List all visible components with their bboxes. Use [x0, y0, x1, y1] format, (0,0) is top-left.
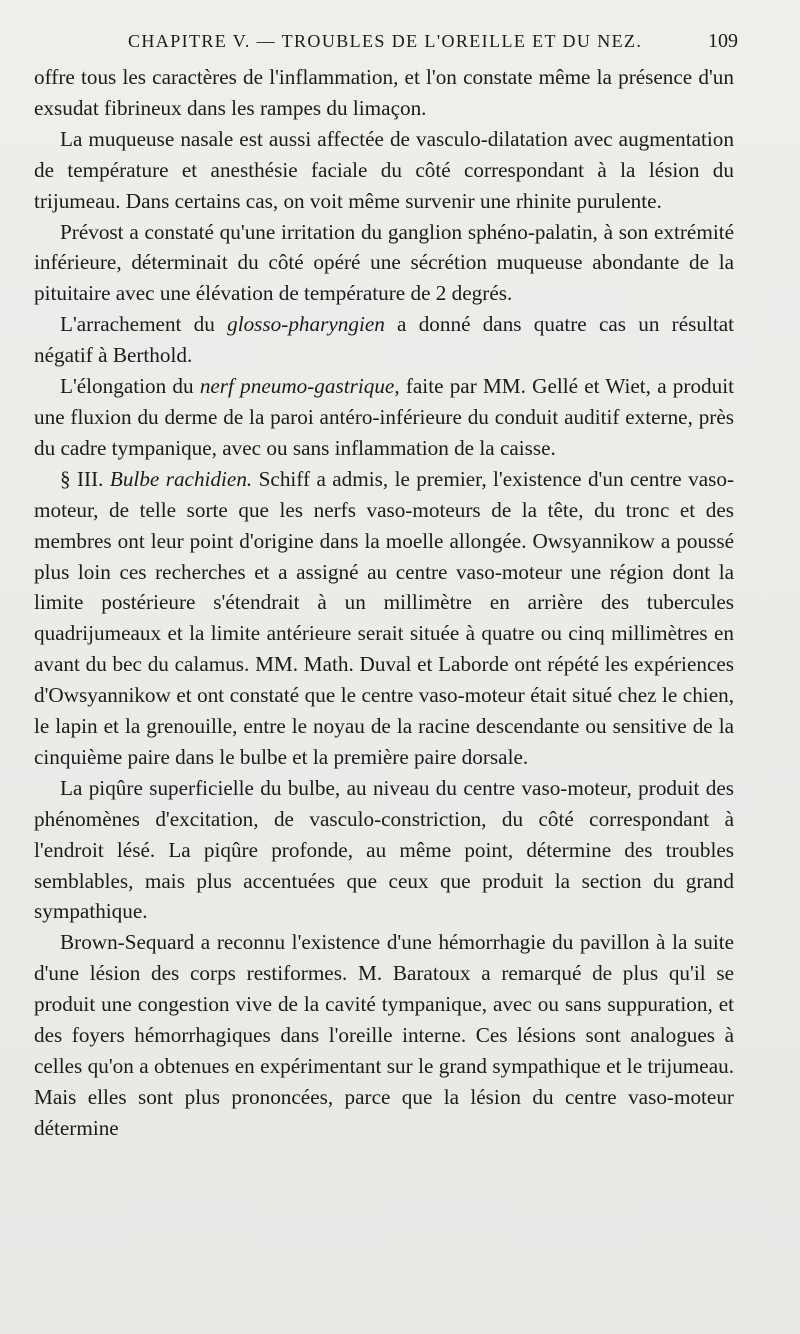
paragraph-7: La piqûre superficielle du bulbe, au niveau du centre vaso-moteur, produit des phénomènes d'excitation, de vasculo-constriction, du côté correspondant à l'endroit lésé. La piqûre profonde, au même point, détermine des troubles semblables, mais plus accentuées que ceux que produit la section du grand sympathique. — [34, 775, 734, 924]
body-text — [34, 62, 734, 1144]
paragraph-3: Prévost a constaté qu'une irritation du ganglion sphéno-palatin, à son extrémité inférieure, déterminait du côté opéré une sécrétion muqueuse abondante de la pituitaire avec une élévation de température de 2 degrés. — [34, 219, 734, 306]
paragraph-5-text-end: faite par MM. Gellé et Wiet, a produit une fluxion du derme de la paroi antéro-inférieure du conduit auditif externe, près du cadre tympanique, avec ou sans inflammation de la caisse. — [34, 374, 735, 460]
paragraph-4-italic: glosso-pharyngien — [227, 312, 385, 337]
running-title: CHAPITRE V. — TROUBLES DE L'OREILLE ET DU NEZ. — [128, 31, 643, 51]
paragraph-1: offre tous les caractères de l'inflammation, et l'on constate même la présence d'un exsudat fibrineux dans les rampes du limaçon. — [34, 65, 734, 120]
section-number: § III. — [60, 466, 110, 491]
paragraph-5-text: L'élongation du — [60, 374, 200, 399]
paragraph-5-italic: nerf pneumo-gastrique, — [199, 374, 400, 399]
paragraph-4-text-end: a donné dans quatre cas un résultat négatif à Berthold. — [34, 312, 735, 368]
section-title: Bulbe rachidien. — [109, 466, 253, 491]
page-header — [128, 30, 738, 53]
section-heading-paragraph — [34, 464, 734, 773]
paragraph-4 — [34, 309, 734, 371]
paragraph-5 — [34, 371, 734, 464]
page-number: 109 — [708, 30, 738, 52]
paragraph-8: Brown-Sequard a reconnu l'existence d'une hémorrhagie du pavillon à la suite d'une lésion des corps restiformes. M. Baratoux a remarqué de plus qu'il se produit une congestion vive de la cavité tympanique, avec ou sans suppuration, et des foyers hémorrhagiques dans l'oreille interne. Ces lésions sont analogues à celles qu'on a obtenues en expérimentant sur le grand sympathique et le trijumeau. Mais elles sont plus prononcées, parce que la lésion du centre vaso-moteur détermine — [34, 930, 734, 1140]
paragraph-2: La muqueuse nasale est aussi affectée de vasculo-dilatation avec augmentation de température et anesthésie faciale du côté correspondant à la lésion du trijumeau. Dans certains cas, on voit même survenir une rhinite purulente. — [34, 126, 734, 213]
section-text: Schiff a admis, le premier, l'existence d'un centre vaso-moteur, de telle sorte que les nerfs vaso-moteurs de la tête, du tronc et des membres ont leur point d'origine dans la moelle allongée. Owsyannikow a poussé plus loin ces recherches et a assigné au centre vaso-moteur une région dont la limite postérieure s'étendrait à un millimètre en arrière des tubercules quadrijumeaux et la limite antérieure serait située à quatre ou cinq millimètres en avant du bec du calamus. MM. Math. Duval et Laborde ont répété les expériences d'Owsyannikow et ont constaté que le centre vaso-moteur était situé chez le chien, le lapin et la grenouille, entre le noyau de la racine descendante ou sensitive de la cinquième paire dans le bulbe et la première paire dorsale. — [34, 466, 735, 769]
paragraph-4-text: L'arrachement du — [60, 312, 228, 337]
